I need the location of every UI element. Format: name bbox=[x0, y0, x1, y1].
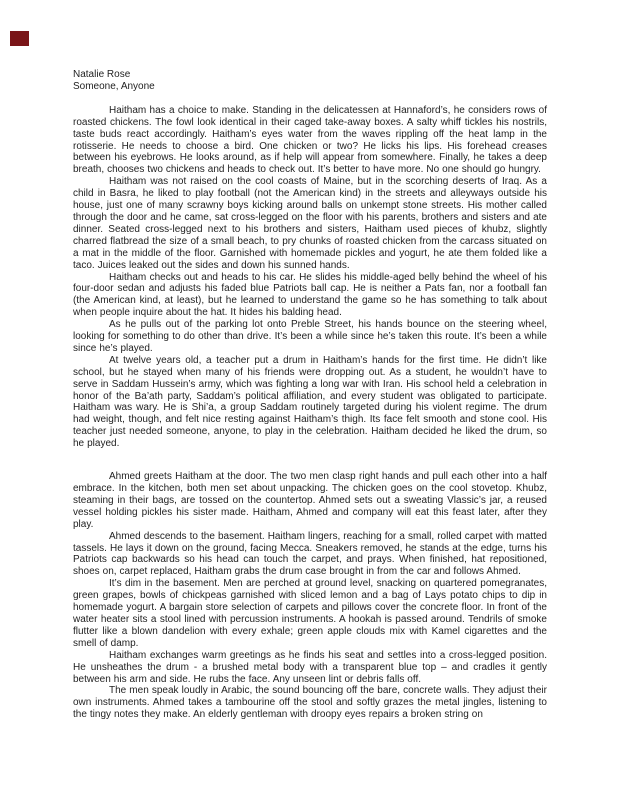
paragraph: Haitham has a choice to make. Standing in the delicatessen at Hannaford’s, he considers rows of roasted chickens. The fowl look identical in their caged take-away boxes. A salty whiff tickles his nostrils, taste buds react accordingly. Haitham’s eyes water from the waves rippling off the heat lamp in the rotisserie. He needs to choose a bird. One chicken or two? He licks his lips. His forehead creases between his eyebrows. He looks around, as if help will appear from somewhere. Finally, he takes a deep breath, chooses two chickens and heads to check out. It’s better to have more. No one should go hungry. bbox=[73, 104, 547, 176]
paragraph: As he pulls out of the parking lot onto Preble Street, his hands bounce on the steering wheel, looking for something to do other than drive. It’s been a while since he’s taken this route. It’s been a while since he’s played. bbox=[73, 319, 547, 354]
manuscript-body bbox=[73, 105, 547, 721]
paragraph: The men speak loudly in Arabic, the sound bouncing off the bare, concrete walls. They adjust their own instruments. Ahmed takes a tambourine off the stool and softly grazes the metal jingles, listening to the tingy notes they make. An elderly gentleman with droopy eyes repairs a broken string on bbox=[73, 685, 547, 721]
paragraph: Ahmed descends to the basement. Haitham lingers, reaching for a small, rolled carpet with matted tassels. He lays it down on the ground, facing Mecca. Sneakers removed, he stands at the edge, turns his Patriots cap backwards so his head can touch the carpet, and prays. When finished, hat repositioned, shoes on, carpet replaced, Haitham grabs the drum case brought in from the car and follows Ahmed. bbox=[73, 530, 547, 578]
story-title: Someone, Anyone bbox=[73, 80, 155, 92]
paragraph: Haitham exchanges warm greetings as he finds his seat and settles into a cross-legged position. He unsheathes the drum - a brushed metal body with a transparent blue top – and cradles it gently between his arm and side. He rubs the face. Any unseen lint or debris falls off. bbox=[73, 649, 547, 685]
story-section-2 bbox=[73, 471, 547, 721]
story-section-1 bbox=[73, 105, 547, 450]
author-name: Natalie Rose bbox=[73, 69, 131, 80]
paragraph: Ahmed greets Haitham at the door. The two men clasp right hands and pull each other into a half embrace. In the kitchen, both men set about unpacking. The chicken goes on the cool stovetop. Khubz, steaming in their bags, are tossed on the countertop. Ahmed sets out a sweating Vlassic’s jar, a reused vessel holding pickles his sister made. Haitham, Ahmed and company will eat this feast later, after they play. bbox=[73, 471, 547, 530]
corner-stamp-mark bbox=[10, 31, 29, 46]
paragraph: At twelve years old, a teacher put a drum in Haitham’s hands for the first time. He didn’t like school, but he stayed when many of his friends were dropping out. As a student, he wouldn’t have to serve in Saddam Hussein’s army, which was fighting a long war with Iran. His school held a celebration in honor of the Ba’ath party, Saddam’s political affiliation, and every student was obligated to participate. Haitham was wary. He is Shi’a, a group Saddam routinely targeted during his violent regime. The drum had weight, though, and felt nice resting against Haitham’s thigh. Its face felt smooth and stone cool. His teacher just needed someone, anyone, to play in the celebration. Haitham decided he liked the drum, so he played. bbox=[73, 354, 547, 450]
manuscript-header bbox=[73, 69, 547, 93]
manuscript-content bbox=[73, 69, 547, 721]
paragraph: Haitham was not raised on the cool coasts of Maine, but in the scorching deserts of Iraq. As a child in Basra, he liked to play football (not the American kind) in the streets and alleyways outside his house, just one of many scrawny boys kicking around balls on unkempt stone streets. His mother called through the door and he came, sat cross-legged on the floor with his parents, brothers and sisters and ate dinner. Seated cross-legged next to his brothers and sisters, Haitham used pieces of khubz, slightly charred flatbread the size of a small beach, to pry chunks of roasted chicken from the carcass situated on a mat in the middle of the floor. Garnished with homemade pickles and yogurt, he ate them folded like a taco. Juices leaked out the sides and down his sunned hands. bbox=[73, 176, 547, 271]
paragraph: Haitham checks out and heads to his car. He slides his middle-aged belly behind the wheel of his four-door sedan and adjusts his faded blue Patriots ball cap. He is neither a Pats fan, nor a football fan (the American kind, at least), but he learned to understand the game so he has something to talk about when people inquire about the hat. It hides his balding head. bbox=[73, 271, 547, 319]
paragraph: It’s dim in the basement. Men are perched at ground level, snacking on quartered pomegranates, green grapes, bowls of chickpeas garnished with sliced lemon and a bag of Lays potato chips to dip in homemade yogurt. A bargain store selection of carpets and pillows cover the concrete floor. In front of the water heater sits a stool lined with percussion instruments. A hookah is passed around. Tendrils of smoke flutter like a blown dandelion with every exhale; green apple clouds mix with Kamel cigarettes and the smell of damp. bbox=[73, 578, 547, 649]
